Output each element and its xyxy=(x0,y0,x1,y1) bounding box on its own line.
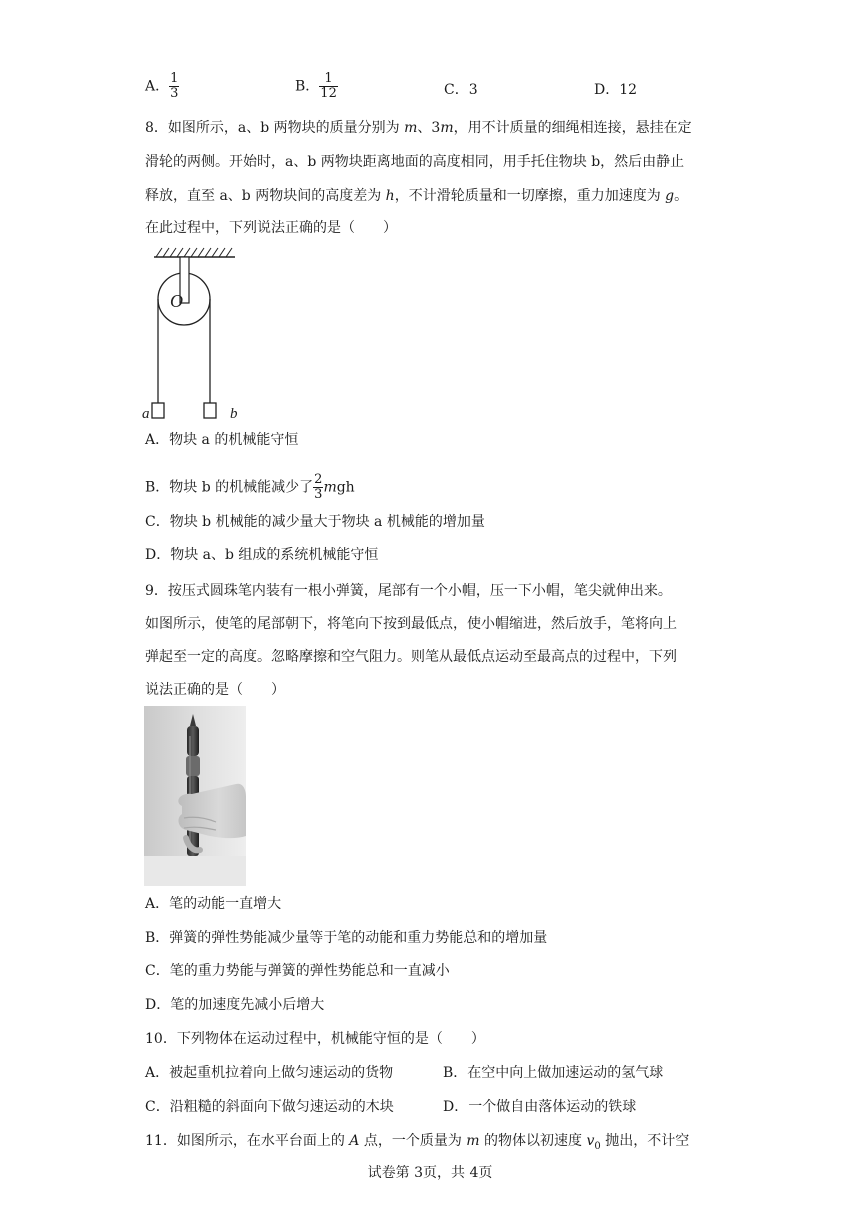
q10-option-c: C．沿粗糙的斜面向下做匀速运动的木块 xyxy=(145,1099,394,1115)
q9-option-b: B．弹簧的弹性势能减少量等于笔的动能和重力势能总和的增加量 xyxy=(145,930,548,946)
q8-var-h: h xyxy=(385,188,395,204)
q8-text: 8．如图所示，a、b 两物块的质量分别为 xyxy=(145,120,405,136)
q8-stem-line-1 xyxy=(145,118,692,138)
q11-var-v: v xyxy=(586,1133,595,1149)
q10-option-d: D．一个做自由落体运动的铁球 xyxy=(443,1099,637,1115)
q8-text: ，用不计质量的细绳相连接，悬挂在定 xyxy=(453,120,692,136)
q7-option-a xyxy=(145,72,179,101)
q8-var-m: m xyxy=(323,479,337,496)
q8-var-m: m xyxy=(404,120,418,136)
q9-stem-line-1: 9．按压式圆珠笔内装有一根小弹簧，尾部有一个小帽，压一下小帽，笔尖就伸出来。 xyxy=(145,583,672,599)
q8-option-b-fraction xyxy=(313,473,323,502)
fraction-denominator: 3 xyxy=(314,487,323,502)
q8-option-a: A．物块 a 的机械能守恒 xyxy=(145,432,299,448)
q9-option-d: D．笔的加速度先减小后增大 xyxy=(145,997,325,1013)
pen-icon xyxy=(186,714,200,856)
q8-option-b xyxy=(145,473,355,502)
q8-text: 。 xyxy=(674,188,689,204)
q7-option-a-fraction xyxy=(169,72,179,101)
q7-option-c: C．3 xyxy=(444,82,478,98)
fraction-numerator: 1 xyxy=(170,71,179,86)
block-b xyxy=(204,403,216,418)
q8-var-m: m xyxy=(440,120,454,136)
fraction-denominator: 12 xyxy=(320,86,337,101)
pulley-diagram xyxy=(140,244,250,424)
q8-option-d: D．物块 a、b 组成的系统机械能守恒 xyxy=(145,547,379,563)
q7-option-b xyxy=(295,72,338,101)
q11-text: 的物体以初速度 xyxy=(479,1133,587,1149)
q8-option-c: C．物块 b 机械能的减少量大于物块 a 机械能的增加量 xyxy=(145,514,485,530)
q8-text: 、3 xyxy=(417,120,441,136)
q9-option-c: C．笔的重力势能与弹簧的弹性势能总和一直减小 xyxy=(145,963,450,979)
table-surface xyxy=(144,856,246,886)
q11-var-a: A xyxy=(349,1133,360,1149)
pulley-label-o: O xyxy=(170,291,183,311)
q8-option-b-text: B．物块 b 的机械能减少了 xyxy=(145,479,314,496)
q8-text: 释放，直至 a、b 两物块间的高度差为 xyxy=(145,188,386,204)
fraction-numerator: 2 xyxy=(314,472,323,487)
q8-option-b-text: gh xyxy=(336,479,355,496)
q11-text: 11．如图所示，在水平台面上的 xyxy=(145,1133,350,1149)
q9-stem-line-4: 说法正确的是（ ） xyxy=(145,682,285,698)
q7-option-b-fraction xyxy=(319,72,338,101)
q11-stem xyxy=(145,1131,689,1157)
q8-stem-line-4: 在此过程中，下列说法正确的是（ ） xyxy=(145,220,397,236)
ceiling-hatch xyxy=(154,248,235,257)
q10-option-a: A．被起重机拉着向上做匀速运动的货物 xyxy=(145,1065,394,1081)
q10-stem: 10．下列物体在运动过程中，机械能守恒的是（ ） xyxy=(145,1031,485,1047)
q7-option-a-label: A． xyxy=(145,78,170,95)
pen-photo xyxy=(144,706,246,886)
q8-stem-line-2: 滑轮的两侧。开始时，a、b 两物块距离地面的高度相同，用手托住物块 b，然后由静止 xyxy=(145,154,685,170)
q11-text: 点，一个质量为 xyxy=(359,1133,467,1149)
q9-stem-line-3: 弹起至一定的高度。忽略摩擦和空气阻力。则笔从最低点运动至最高点的过程中，下列 xyxy=(145,649,677,665)
block-a xyxy=(152,403,164,418)
q7-option-b-label: B． xyxy=(295,78,320,95)
q11-var-m: m xyxy=(466,1133,480,1149)
fraction-numerator: 1 xyxy=(319,72,338,87)
q8-text: ，不计滑轮质量和一切摩擦，重力加速度为 xyxy=(394,188,666,204)
q8-stem-line-3 xyxy=(145,186,688,206)
q11-var-v-subscript: 0 xyxy=(594,1140,601,1152)
q8-var-g: g xyxy=(665,188,675,204)
block-a-label: a xyxy=(142,406,150,422)
fraction-denominator: 3 xyxy=(170,86,179,101)
block-b-label: b xyxy=(230,406,238,422)
q7-option-d: D．12 xyxy=(594,82,638,98)
q9-stem-line-2: 如图所示，使笔的尾部朝下，将笔向下按到最低点，使小帽缩进，然后放手，笔将向上 xyxy=(145,616,677,632)
page-footer: 试卷第 3页，共 4页 xyxy=(367,1165,493,1181)
q11-text: 抛出，不计空 xyxy=(600,1133,690,1149)
q9-option-a: A．笔的动能一直增大 xyxy=(145,896,282,912)
q10-option-b: B．在空中向上做加速运动的氢气球 xyxy=(443,1065,664,1081)
